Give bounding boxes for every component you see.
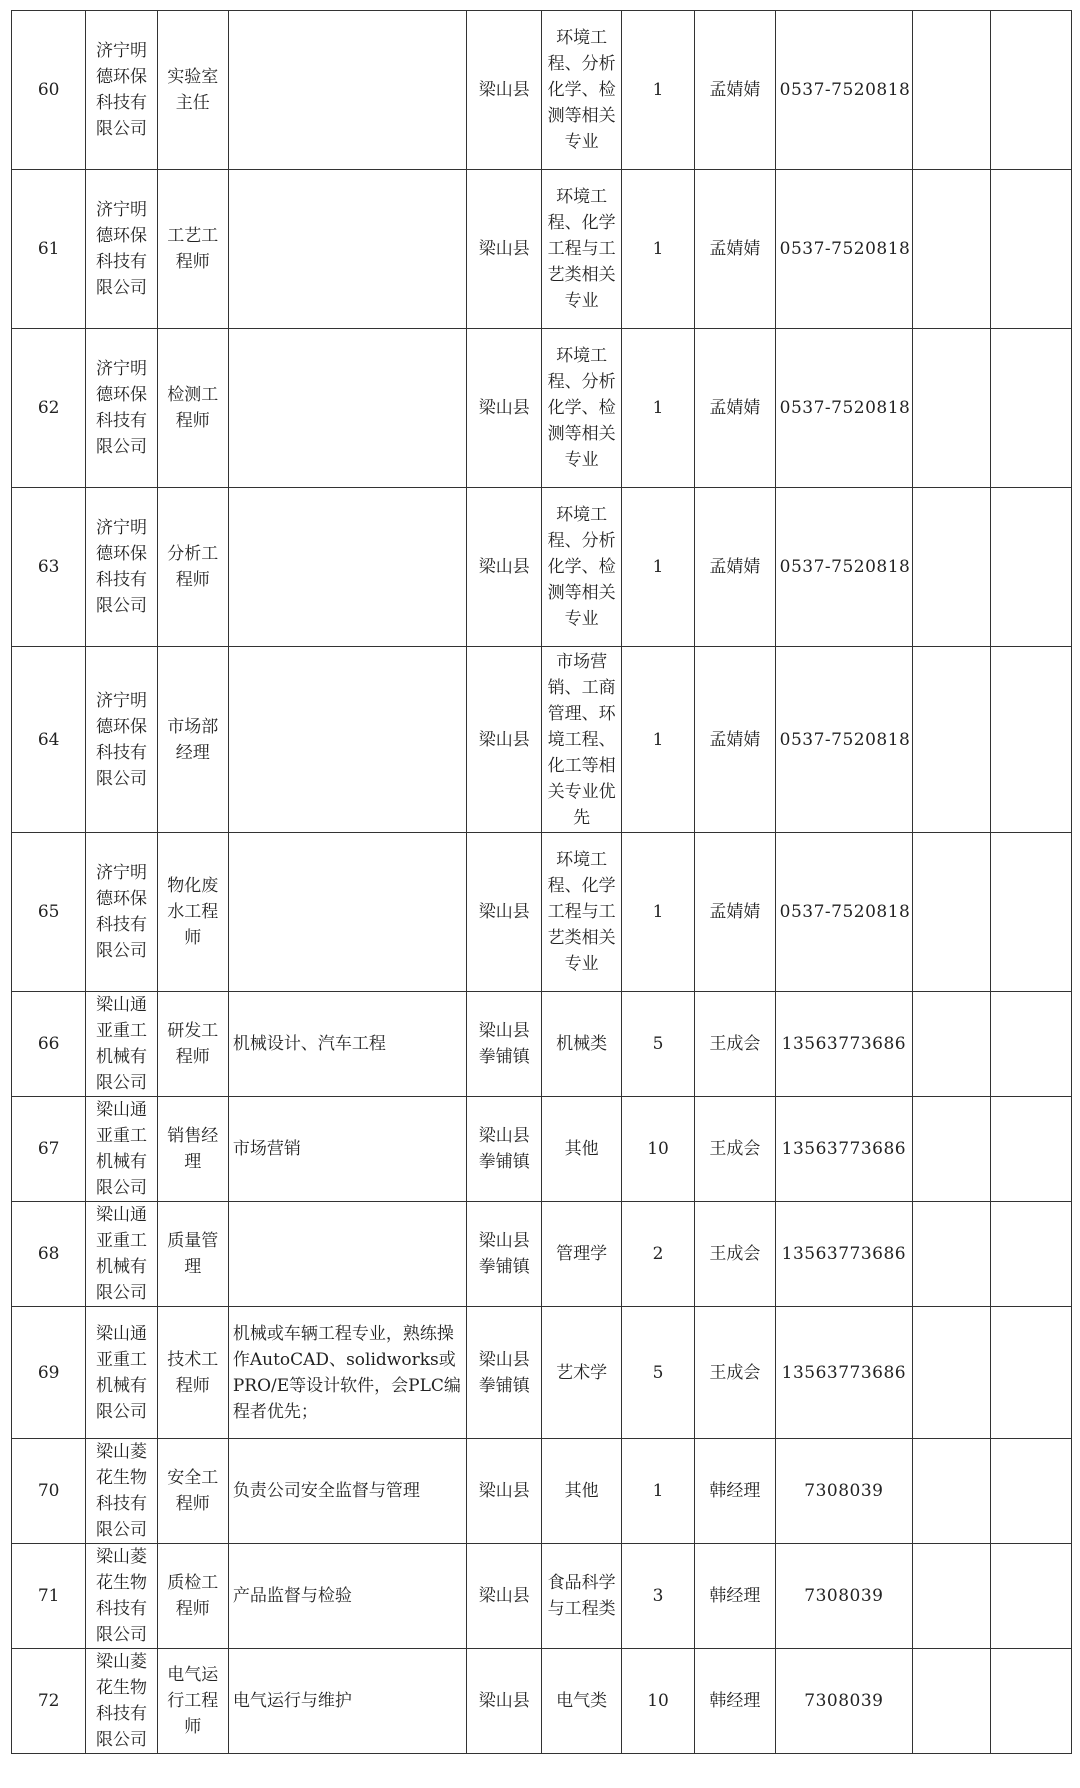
table-row [12,647,1072,833]
company-name: 济宁明德环保科技有限公司 [86,488,157,647]
table-row [12,992,1072,1097]
job-requirement: 电气运行与维护 [228,1649,466,1754]
position-title: 技术工程师 [157,1307,228,1439]
contact-phone: 7308039 [775,1439,912,1544]
contact-person: 孟婧婧 [695,833,775,992]
row-number: 63 [12,488,86,647]
table-row [12,11,1072,170]
required-major: 电气类 [542,1649,621,1754]
required-major: 艺术学 [542,1307,621,1439]
empty-cell [913,488,991,647]
position-title: 电气运行工程师 [157,1649,228,1754]
job-requirement [228,11,466,170]
empty-cell [913,329,991,488]
empty-cell [991,1202,1072,1307]
hiring-count: 1 [621,488,694,647]
row-number: 66 [12,992,86,1097]
row-number: 65 [12,833,86,992]
empty-cell [913,833,991,992]
job-table [11,10,1072,1754]
job-requirement [228,833,466,992]
company-name: 梁山通亚重工机械有限公司 [86,1097,157,1202]
work-location: 梁山县 [467,329,542,488]
job-requirement: 机械设计、汽车工程 [228,992,466,1097]
contact-person: 王成会 [695,992,775,1097]
contact-phone: 0537-7520818 [775,488,912,647]
work-location: 梁山县 [467,647,542,833]
contact-phone: 13563773686 [775,1307,912,1439]
work-location: 梁山县 [467,833,542,992]
position-title: 工艺工程师 [157,170,228,329]
required-major: 管理学 [542,1202,621,1307]
hiring-count: 1 [621,170,694,329]
company-name: 梁山菱花生物科技有限公司 [86,1439,157,1544]
hiring-count: 5 [621,992,694,1097]
position-title: 实验室主任 [157,11,228,170]
contact-phone: 7308039 [775,1544,912,1649]
row-number: 60 [12,11,86,170]
company-name: 济宁明德环保科技有限公司 [86,833,157,992]
hiring-count: 10 [621,1649,694,1754]
job-requirement [228,647,466,833]
required-major: 其他 [542,1439,621,1544]
position-title: 物化废水工程师 [157,833,228,992]
empty-cell [991,1439,1072,1544]
row-number: 61 [12,170,86,329]
row-number: 68 [12,1202,86,1307]
job-requirement: 产品监督与检验 [228,1544,466,1649]
company-name: 济宁明德环保科技有限公司 [86,11,157,170]
contact-phone: 0537-7520818 [775,329,912,488]
job-requirement [228,170,466,329]
table-row [12,1649,1072,1754]
job-requirement: 机械或车辆工程专业，熟练操作AutoCAD、solidworks或PRO/E等设计软件，会PLC编程者优先； [228,1307,466,1439]
empty-cell [991,1544,1072,1649]
job-requirement: 负责公司安全监督与管理 [228,1439,466,1544]
contact-person: 王成会 [695,1097,775,1202]
contact-person: 韩经理 [695,1439,775,1544]
table-row [12,329,1072,488]
contact-person: 孟婧婧 [695,488,775,647]
required-major: 市场营销、工商管理、环境工程、化工等相关专业优先 [542,647,621,833]
position-title: 市场部经理 [157,647,228,833]
empty-cell [913,1307,991,1439]
company-name: 济宁明德环保科技有限公司 [86,170,157,329]
contact-phone: 0537-7520818 [775,170,912,329]
hiring-count: 1 [621,1439,694,1544]
empty-cell [913,1439,991,1544]
work-location: 梁山县拳铺镇 [467,1097,542,1202]
position-title: 质量管理 [157,1202,228,1307]
table-row [12,1307,1072,1439]
empty-cell [991,170,1072,329]
table-row [12,1544,1072,1649]
job-requirement [228,488,466,647]
empty-cell [991,647,1072,833]
required-major: 环境工程、化学工程与工艺类相关专业 [542,833,621,992]
hiring-count: 5 [621,1307,694,1439]
row-number: 62 [12,329,86,488]
hiring-count: 1 [621,647,694,833]
contact-person: 孟婧婧 [695,647,775,833]
empty-cell [991,1649,1072,1754]
contact-person: 孟婧婧 [695,329,775,488]
empty-cell [913,1202,991,1307]
company-name: 梁山通亚重工机械有限公司 [86,1202,157,1307]
row-number: 67 [12,1097,86,1202]
contact-person: 王成会 [695,1202,775,1307]
empty-cell [913,170,991,329]
company-name: 梁山通亚重工机械有限公司 [86,1307,157,1439]
work-location: 梁山县 [467,1544,542,1649]
row-number: 69 [12,1307,86,1439]
empty-cell [913,1544,991,1649]
hiring-count: 10 [621,1097,694,1202]
table-row [12,170,1072,329]
position-title: 销售经理 [157,1097,228,1202]
company-name: 济宁明德环保科技有限公司 [86,647,157,833]
required-major: 其他 [542,1097,621,1202]
contact-phone: 0537-7520818 [775,833,912,992]
empty-cell [991,1307,1072,1439]
contact-person: 孟婧婧 [695,11,775,170]
company-name: 梁山菱花生物科技有限公司 [86,1649,157,1754]
required-major: 环境工程、化学工程与工艺类相关专业 [542,170,621,329]
table-row [12,833,1072,992]
table-row [12,1097,1072,1202]
empty-cell [991,833,1072,992]
empty-cell [913,1649,991,1754]
hiring-count: 1 [621,329,694,488]
company-name: 梁山通亚重工机械有限公司 [86,992,157,1097]
required-major: 环境工程、分析化学、检测等相关专业 [542,488,621,647]
hiring-count: 1 [621,833,694,992]
table-row [12,1202,1072,1307]
table-row [12,488,1072,647]
row-number: 71 [12,1544,86,1649]
required-major: 环境工程、分析化学、检测等相关专业 [542,329,621,488]
contact-phone: 0537-7520818 [775,11,912,170]
required-major: 环境工程、分析化学、检测等相关专业 [542,11,621,170]
work-location: 梁山县 [467,488,542,647]
row-number: 64 [12,647,86,833]
contact-phone: 0537-7520818 [775,647,912,833]
work-location: 梁山县 [467,1439,542,1544]
contact-phone: 13563773686 [775,992,912,1097]
contact-phone: 13563773686 [775,1097,912,1202]
empty-cell [991,329,1072,488]
position-title: 检测工程师 [157,329,228,488]
empty-cell [913,11,991,170]
hiring-count: 3 [621,1544,694,1649]
empty-cell [991,1097,1072,1202]
job-requirement: 市场营销 [228,1097,466,1202]
contact-person: 韩经理 [695,1649,775,1754]
position-title: 质检工程师 [157,1544,228,1649]
job-requirement [228,1202,466,1307]
required-major: 机械类 [542,992,621,1097]
hiring-count: 1 [621,11,694,170]
empty-cell [913,992,991,1097]
contact-phone: 7308039 [775,1649,912,1754]
contact-person: 孟婧婧 [695,170,775,329]
position-title: 安全工程师 [157,1439,228,1544]
contact-phone: 13563773686 [775,1202,912,1307]
position-title: 分析工程师 [157,488,228,647]
job-table-body [12,11,1072,1754]
row-number: 72 [12,1649,86,1754]
empty-cell [913,647,991,833]
empty-cell [991,488,1072,647]
company-name: 梁山菱花生物科技有限公司 [86,1544,157,1649]
work-location: 梁山县 [467,11,542,170]
work-location: 梁山县拳铺镇 [467,1307,542,1439]
work-location: 梁山县拳铺镇 [467,992,542,1097]
work-location: 梁山县 [467,1649,542,1754]
table-row [12,1439,1072,1544]
empty-cell [991,11,1072,170]
position-title: 研发工程师 [157,992,228,1097]
work-location: 梁山县 [467,170,542,329]
contact-person: 韩经理 [695,1544,775,1649]
required-major: 食品科学与工程类 [542,1544,621,1649]
work-location: 梁山县拳铺镇 [467,1202,542,1307]
empty-cell [913,1097,991,1202]
company-name: 济宁明德环保科技有限公司 [86,329,157,488]
contact-person: 王成会 [695,1307,775,1439]
row-number: 70 [12,1439,86,1544]
job-requirement [228,329,466,488]
empty-cell [991,992,1072,1097]
hiring-count: 2 [621,1202,694,1307]
